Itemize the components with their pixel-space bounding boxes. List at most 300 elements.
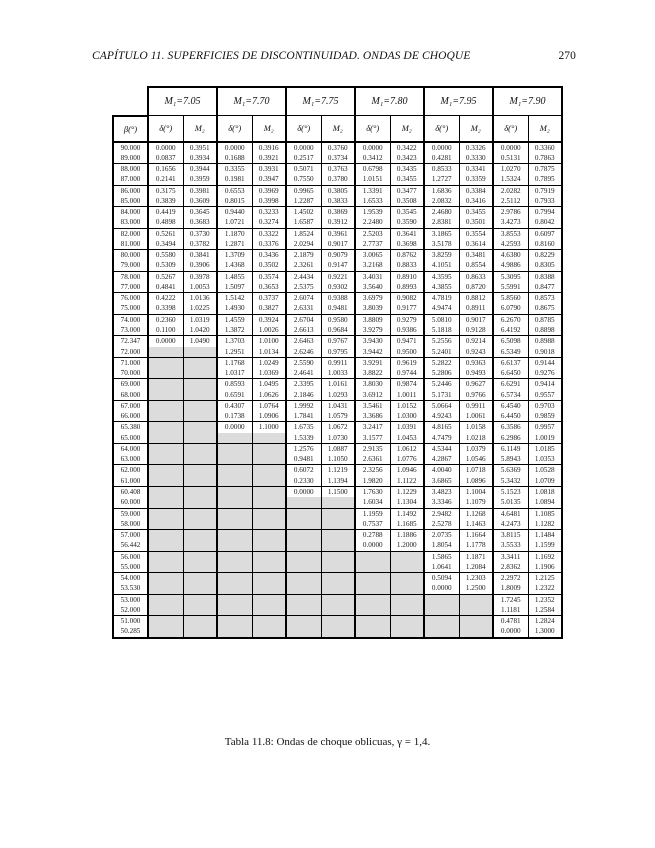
delta-cell: 2.0735 xyxy=(424,530,459,541)
delta-cell: 3.1577 xyxy=(355,433,390,444)
mach-cell: 0.3341 xyxy=(459,164,493,175)
delta-cell xyxy=(148,573,183,584)
delta-cell xyxy=(286,594,321,605)
delta-cell: 1.1870 xyxy=(217,228,252,239)
beta-cell: 79.000 xyxy=(113,260,148,271)
mach-cell: 0.3376 xyxy=(252,239,286,250)
delta-cell: 2.4680 xyxy=(424,207,459,218)
table-row xyxy=(113,347,562,358)
mach-cell: 0.3737 xyxy=(252,293,286,304)
delta-cell: 5.2401 xyxy=(424,347,459,358)
mach-cell: 1.0053 xyxy=(183,282,217,293)
delta-cell: 4.6481 xyxy=(493,508,528,519)
delta-cell: 2.1879 xyxy=(286,250,321,261)
delta-cell: 3.3686 xyxy=(355,411,390,422)
delta-cell xyxy=(148,540,183,551)
mach-cell xyxy=(321,508,355,519)
m2-header: M₂ xyxy=(183,116,217,142)
delta-cell: 2.3261 xyxy=(286,260,321,271)
mach-cell: 0.8993 xyxy=(390,282,424,293)
mach-cell: 0.9279 xyxy=(390,314,424,325)
mach-cell: 0.8305 xyxy=(528,260,562,271)
mach-cell xyxy=(321,562,355,573)
delta-cell: 6.6450 xyxy=(493,368,528,379)
mach-cell xyxy=(252,616,286,627)
delta-cell: 0.2141 xyxy=(148,174,183,185)
delta-cell xyxy=(424,626,459,637)
delta-cell: 2.6246 xyxy=(286,347,321,358)
table-row xyxy=(113,282,562,293)
mach-cell xyxy=(252,573,286,584)
mach-cell xyxy=(321,616,355,627)
delta-cell xyxy=(148,551,183,562)
delta-cell: 0.2330 xyxy=(286,476,321,487)
mach-cell: 0.3947 xyxy=(252,174,286,185)
mach-cell: 0.7875 xyxy=(528,164,562,175)
delta-cell: 5.2822 xyxy=(424,357,459,368)
mach-cell: 0.3614 xyxy=(459,239,493,250)
delta-cell xyxy=(355,562,390,573)
mach-cell: 0.3780 xyxy=(321,174,355,185)
delta-cell xyxy=(217,443,252,454)
delta-cell: 1.1768 xyxy=(217,357,252,368)
mach-cell: 0.3734 xyxy=(321,153,355,164)
beta-cell: 61.000 xyxy=(113,476,148,487)
beta-cell: 74.000 xyxy=(113,314,148,325)
delta-cell: 2.4434 xyxy=(286,271,321,282)
mach-cell: 1.1004 xyxy=(459,487,493,498)
delta-cell: 4.7479 xyxy=(424,433,459,444)
mach-cell: 0.9744 xyxy=(390,368,424,379)
delta-cell: 4.3595 xyxy=(424,271,459,282)
beta-header: β(°) xyxy=(113,116,148,142)
delta-cell: 2.6361 xyxy=(355,454,390,465)
mach-cell: 0.9481 xyxy=(321,303,355,314)
delta-cell: 3.6865 xyxy=(424,476,459,487)
mach-cell: 1.0225 xyxy=(183,303,217,314)
mach-cell: 1.0353 xyxy=(528,454,562,465)
mach-cell xyxy=(321,530,355,541)
mach-cell: 0.3233 xyxy=(252,207,286,218)
delta-cell: 3.9430 xyxy=(355,336,390,347)
mach-cell: 0.9911 xyxy=(321,357,355,368)
mach-cell: 0.9177 xyxy=(390,303,424,314)
delta-cell: 0.5267 xyxy=(148,271,183,282)
table-row xyxy=(113,530,562,541)
mach-cell xyxy=(390,616,424,627)
delta-cell: 2.2480 xyxy=(355,217,390,228)
table-body xyxy=(113,142,562,638)
delta-cell xyxy=(148,400,183,411)
mach-cell xyxy=(252,551,286,562)
delta-cell xyxy=(148,605,183,616)
delta-cell: 4.7819 xyxy=(424,293,459,304)
delta-cell: 4.8165 xyxy=(424,422,459,433)
mach-cell: 0.8388 xyxy=(528,271,562,282)
mach-cell: 0.3961 xyxy=(321,228,355,239)
mach-cell: 1.0061 xyxy=(459,411,493,422)
table-row xyxy=(113,551,562,562)
delta-cell xyxy=(148,616,183,627)
mach-cell: 1.0894 xyxy=(528,497,562,508)
mach-cell: 1.2303 xyxy=(459,573,493,584)
beta-cell: 52.000 xyxy=(113,605,148,616)
delta-cell: 5.1731 xyxy=(424,390,459,401)
beta-cell: 83.000 xyxy=(113,217,148,228)
delta-cell: 2.5203 xyxy=(355,228,390,239)
delta-cell xyxy=(286,497,321,508)
mach-cell: 0.9017 xyxy=(321,239,355,250)
mach-cell: 0.7895 xyxy=(528,174,562,185)
mach-cell xyxy=(390,573,424,584)
mach-cell xyxy=(183,626,217,637)
delta-cell: 5.3432 xyxy=(493,476,528,487)
mach-cell: 1.0391 xyxy=(390,422,424,433)
table-row xyxy=(113,293,562,304)
delta-cell: 0.0000 xyxy=(493,626,528,637)
group-header: M₁=7.70 xyxy=(217,87,286,116)
beta-cell: 84.000 xyxy=(113,207,148,218)
mach-cell xyxy=(183,422,217,433)
delta-cell: 0.5131 xyxy=(493,153,528,164)
delta-cell: 0.8015 xyxy=(217,196,252,207)
mach-cell xyxy=(252,594,286,605)
mach-cell xyxy=(321,573,355,584)
delta-cell: 0.6591 xyxy=(217,390,252,401)
mach-cell: 1.0019 xyxy=(528,433,562,444)
mach-cell: 0.9388 xyxy=(321,293,355,304)
mach-cell: 0.3554 xyxy=(459,228,493,239)
table-row xyxy=(113,379,562,390)
delta-cell: 3.6912 xyxy=(355,390,390,401)
beta-cell: 58.000 xyxy=(113,519,148,530)
table-caption: Tabla 11.8: Ondas de choque oblicuas, γ = 1,4. xyxy=(224,736,431,748)
delta-cell: 1.5339 xyxy=(286,433,321,444)
mach-cell: 0.3969 xyxy=(252,185,286,196)
mach-cell: 0.8160 xyxy=(528,239,562,250)
delta-cell: 1.2951 xyxy=(217,347,252,358)
mach-cell: 0.9911 xyxy=(459,400,493,411)
mach-cell: 0.3760 xyxy=(321,142,355,153)
mach-cell: 0.8785 xyxy=(528,314,562,325)
delta-cell: 5.2806 xyxy=(424,368,459,379)
delta-cell: 6.2986 xyxy=(493,433,528,444)
beta-cell: 76.000 xyxy=(113,293,148,304)
delta-cell: 6.4540 xyxy=(493,400,528,411)
delta-cell: 0.2788 xyxy=(355,530,390,541)
delta-cell: 6.1149 xyxy=(493,443,528,454)
mach-cell: 0.3683 xyxy=(183,217,217,228)
beta-cell: 63.000 xyxy=(113,454,148,465)
delta-cell xyxy=(286,605,321,616)
beta-cell: 72.347 xyxy=(113,336,148,347)
delta-cell: 3.1865 xyxy=(424,228,459,239)
beta-cell: 70.000 xyxy=(113,368,148,379)
mach-cell: 1.1685 xyxy=(390,519,424,530)
delta-cell xyxy=(148,487,183,498)
delta-cell: 4.2867 xyxy=(424,454,459,465)
delta-cell: 0.5309 xyxy=(148,260,183,271)
delta-cell xyxy=(355,573,390,584)
delta-cell: 0.3355 xyxy=(217,164,252,175)
mach-cell: 0.3422 xyxy=(390,142,424,153)
delta-cell: 0.0000 xyxy=(217,422,252,433)
mach-cell: 0.9082 xyxy=(390,293,424,304)
table-row xyxy=(113,573,562,584)
delta-cell xyxy=(148,508,183,519)
delta-header: δ(°) xyxy=(217,116,252,142)
beta-cell: 87.000 xyxy=(113,174,148,185)
delta-cell xyxy=(286,573,321,584)
mach-cell xyxy=(252,443,286,454)
delta-cell xyxy=(217,508,252,519)
delta-header: δ(°) xyxy=(493,116,528,142)
table-row xyxy=(113,476,562,487)
delta-cell: 5.3095 xyxy=(493,271,528,282)
mach-cell: 1.1050 xyxy=(321,454,355,465)
delta-cell: 2.6463 xyxy=(286,336,321,347)
delta-cell xyxy=(217,562,252,573)
delta-cell xyxy=(217,519,252,530)
table-row xyxy=(113,336,562,347)
delta-cell: 2.0832 xyxy=(424,196,459,207)
mach-cell: 1.1394 xyxy=(321,476,355,487)
mach-cell xyxy=(390,605,424,616)
mach-cell: 0.3944 xyxy=(183,164,217,175)
delta-cell: 1.7841 xyxy=(286,411,321,422)
delta-cell: 0.3412 xyxy=(355,153,390,164)
mach-cell xyxy=(321,605,355,616)
delta-cell: 0.4781 xyxy=(493,616,528,627)
mach-cell xyxy=(183,465,217,476)
beta-cell: 64.000 xyxy=(113,443,148,454)
mach-cell xyxy=(252,540,286,551)
delta-cell xyxy=(217,454,252,465)
mach-cell: 0.3360 xyxy=(528,142,562,153)
delta-cell: 4.2593 xyxy=(493,239,528,250)
beta-cell: 86.000 xyxy=(113,185,148,196)
delta-cell: 1.4368 xyxy=(217,260,252,271)
beta-cell: 81.000 xyxy=(113,239,148,250)
delta-cell: 0.0000 xyxy=(355,142,390,153)
delta-cell: 4.5344 xyxy=(424,443,459,454)
table-row xyxy=(113,174,562,185)
mach-cell: 0.9214 xyxy=(459,336,493,347)
mach-cell: 0.3590 xyxy=(390,217,424,228)
mach-cell: 0.8833 xyxy=(390,260,424,271)
delta-cell: 3.6979 xyxy=(355,293,390,304)
mach-cell: 0.9500 xyxy=(390,347,424,358)
mach-cell: 0.9147 xyxy=(321,260,355,271)
mach-cell: 1.0431 xyxy=(321,400,355,411)
table-row xyxy=(113,454,562,465)
delta-cell xyxy=(148,433,183,444)
delta-cell xyxy=(286,540,321,551)
mach-cell: 0.9221 xyxy=(321,271,355,282)
mach-cell xyxy=(321,626,355,637)
mach-cell: 0.9619 xyxy=(390,357,424,368)
delta-cell: 6.4450 xyxy=(493,411,528,422)
delta-cell xyxy=(217,551,252,562)
mach-cell: 0.3805 xyxy=(321,185,355,196)
mach-cell: 1.0218 xyxy=(459,433,493,444)
delta-cell: 0.8593 xyxy=(217,379,252,390)
beta-cell: 57.000 xyxy=(113,530,148,541)
delta-cell: 2.6074 xyxy=(286,293,321,304)
mach-cell xyxy=(459,626,493,637)
table-row xyxy=(113,411,562,422)
mach-cell xyxy=(252,465,286,476)
mach-cell: 1.0420 xyxy=(183,325,217,336)
delta-cell: 4.9243 xyxy=(424,411,459,422)
table-row xyxy=(113,303,562,314)
delta-cell: 0.1688 xyxy=(217,153,252,164)
chapter-title: CAPÍTULO 11. SUPERFICIES DE DISCONTINUIDAD. ONDAS DE CHOQUE xyxy=(92,50,471,62)
table-row xyxy=(113,228,562,239)
beta-cell: 67.000 xyxy=(113,400,148,411)
mach-cell: 0.3455 xyxy=(459,207,493,218)
mach-cell xyxy=(321,594,355,605)
mach-cell: 1.1282 xyxy=(528,519,562,530)
mach-cell: 1.2322 xyxy=(528,583,562,594)
table-row xyxy=(113,196,562,207)
delta-cell xyxy=(286,583,321,594)
delta-cell: 3.5640 xyxy=(355,282,390,293)
mach-cell xyxy=(183,540,217,551)
delta-cell: 0.8533 xyxy=(424,164,459,175)
delta-cell: 5.1818 xyxy=(424,325,459,336)
mach-cell: 0.3501 xyxy=(459,217,493,228)
delta-cell: 4.6380 xyxy=(493,250,528,261)
mach-cell: 1.0136 xyxy=(183,293,217,304)
delta-cell: 2.6331 xyxy=(286,303,321,314)
mach-cell: 1.2125 xyxy=(528,573,562,584)
mach-cell: 0.3951 xyxy=(183,142,217,153)
beta-cell: 62.000 xyxy=(113,465,148,476)
delta-cell xyxy=(148,368,183,379)
delta-cell: 1.6735 xyxy=(286,422,321,433)
beta-cell: 90.000 xyxy=(113,142,148,153)
delta-cell: 0.3839 xyxy=(148,196,183,207)
mach-cell: 0.3274 xyxy=(252,217,286,228)
mach-cell: 1.1906 xyxy=(528,562,562,573)
mach-cell: 1.0100 xyxy=(252,336,286,347)
mach-cell: 1.0946 xyxy=(390,465,424,476)
delta-cell xyxy=(217,540,252,551)
delta-cell: 6.3586 xyxy=(493,422,528,433)
mach-cell: 0.3916 xyxy=(252,142,286,153)
delta-cell xyxy=(286,519,321,530)
mach-cell: 0.3322 xyxy=(252,228,286,239)
mach-cell: 0.8812 xyxy=(459,293,493,304)
delta-cell: 6.6291 xyxy=(493,379,528,390)
delta-cell: 1.8054 xyxy=(424,540,459,551)
delta-cell: 4.9886 xyxy=(493,260,528,271)
mach-cell: 1.3000 xyxy=(528,626,562,637)
delta-cell xyxy=(148,562,183,573)
mach-cell: 0.9493 xyxy=(459,368,493,379)
mach-cell: 0.8477 xyxy=(528,282,562,293)
mach-cell: 0.8042 xyxy=(528,217,562,228)
delta-cell: 3.8115 xyxy=(493,530,528,541)
table-row xyxy=(113,271,562,282)
mach-cell: 1.0495 xyxy=(252,379,286,390)
mach-cell: 0.9684 xyxy=(321,325,355,336)
mach-cell xyxy=(183,573,217,584)
mach-cell xyxy=(252,583,286,594)
delta-cell: 1.2287 xyxy=(286,196,321,207)
mach-cell: 1.0579 xyxy=(321,411,355,422)
group-header: M₁=7.80 xyxy=(355,87,424,116)
delta-cell xyxy=(148,530,183,541)
delta-cell: 3.8030 xyxy=(355,379,390,390)
delta-cell: 1.6836 xyxy=(424,185,459,196)
delta-cell: 3.5533 xyxy=(493,540,528,551)
delta-cell: 0.7537 xyxy=(355,519,390,530)
mach-cell xyxy=(183,583,217,594)
mach-cell: 1.1304 xyxy=(390,497,424,508)
delta-cell: 5.0810 xyxy=(424,314,459,325)
delta-cell: 2.2972 xyxy=(493,573,528,584)
mach-cell: 0.8988 xyxy=(528,336,562,347)
mach-cell: 0.3921 xyxy=(252,153,286,164)
delta-cell: 6.5734 xyxy=(493,390,528,401)
beta-cell: 72.000 xyxy=(113,347,148,358)
mach-cell: 0.3435 xyxy=(390,164,424,175)
mach-cell xyxy=(183,368,217,379)
mach-cell: 1.2584 xyxy=(528,605,562,616)
group-header: M₁=7.75 xyxy=(286,87,355,116)
delta-cell: 1.8009 xyxy=(493,583,528,594)
mach-cell: 0.3959 xyxy=(183,174,217,185)
table-row xyxy=(113,605,562,616)
mach-cell: 0.8720 xyxy=(459,282,493,293)
table-row xyxy=(113,260,562,271)
mach-cell: 1.1778 xyxy=(459,540,493,551)
mach-cell: 1.0672 xyxy=(321,422,355,433)
delta-cell: 0.5261 xyxy=(148,228,183,239)
beta-cell: 54.000 xyxy=(113,573,148,584)
delta-cell: 2.3395 xyxy=(286,379,321,390)
mach-cell: 0.7933 xyxy=(528,196,562,207)
delta-cell: 2.0282 xyxy=(493,185,528,196)
mach-cell xyxy=(183,497,217,508)
delta-cell: 5.0135 xyxy=(493,497,528,508)
delta-cell: 1.6587 xyxy=(286,217,321,228)
mach-cell: 1.1500 xyxy=(321,487,355,498)
mach-cell: 1.2500 xyxy=(459,583,493,594)
mach-cell xyxy=(183,508,217,519)
mach-cell: 1.0612 xyxy=(390,443,424,454)
mach-cell xyxy=(252,519,286,530)
mach-cell: 1.1664 xyxy=(459,530,493,541)
mach-cell xyxy=(390,551,424,562)
delta-cell xyxy=(148,454,183,465)
mach-cell: 0.3934 xyxy=(183,153,217,164)
delta-cell xyxy=(355,583,390,594)
mach-cell: 0.9144 xyxy=(528,357,562,368)
beta-cell: 82.000 xyxy=(113,228,148,239)
mach-cell: 0.3641 xyxy=(390,228,424,239)
mach-cell xyxy=(183,433,217,444)
mach-cell xyxy=(183,347,217,358)
mach-cell: 0.6097 xyxy=(528,228,562,239)
mach-cell: 0.3416 xyxy=(459,196,493,207)
mach-cell xyxy=(183,530,217,541)
beta-cell: 80.000 xyxy=(113,250,148,261)
delta-cell: 3.2168 xyxy=(355,260,390,271)
delta-cell: 0.4307 xyxy=(217,400,252,411)
